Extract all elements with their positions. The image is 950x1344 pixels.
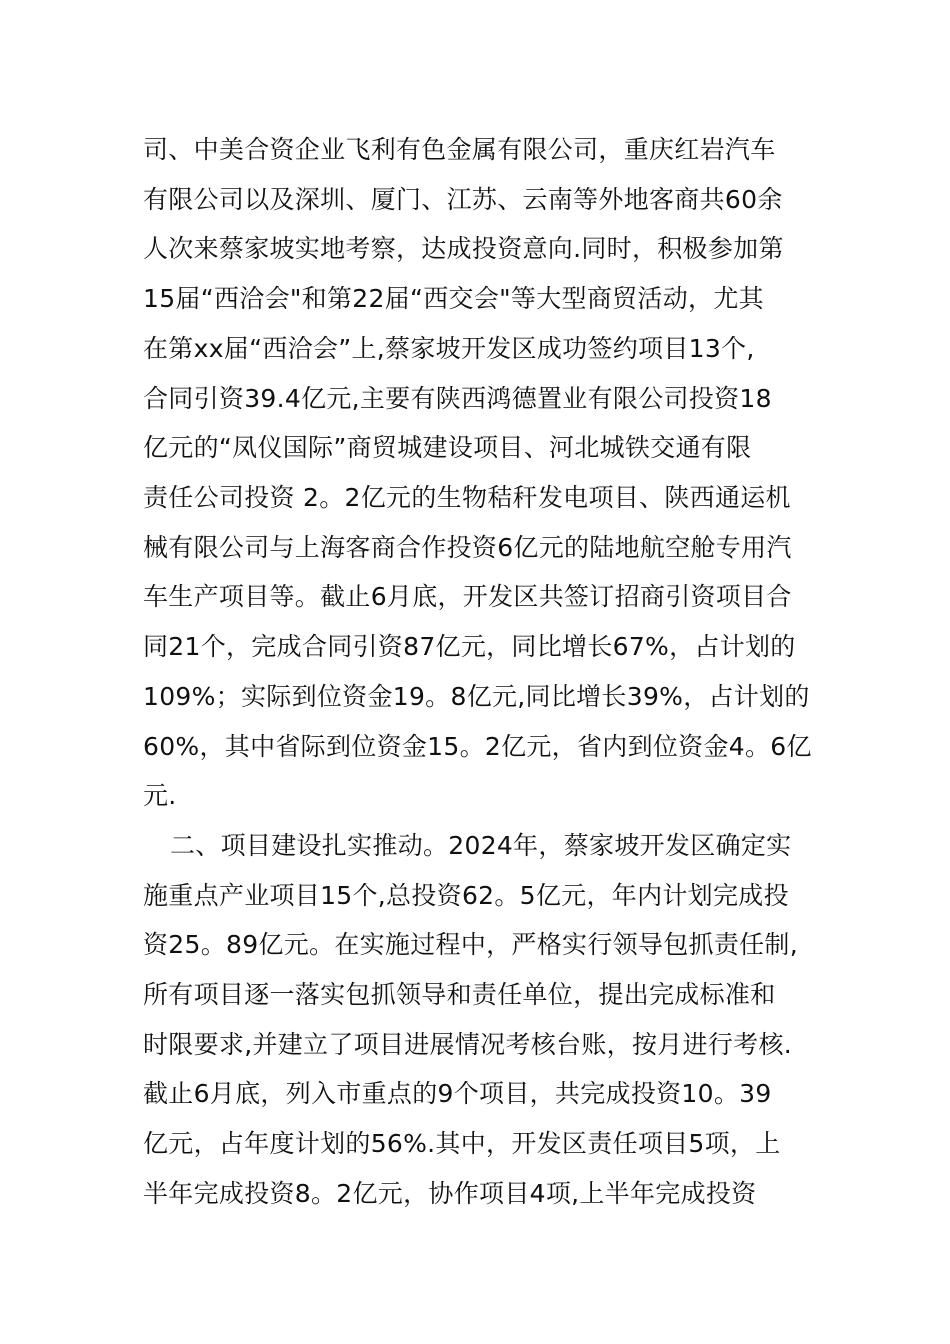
text-line: 有限公司以及深圳、厦门、江苏、云南等外地客商共60余 — [143, 185, 783, 214]
text-line: 15届“西洽会"和第22届“西交会"等大型商贸活动，尤其 — [143, 284, 764, 313]
text-line: 时限要求,并建立了项目进展情况考核台账，按月进行考核. — [143, 1030, 792, 1059]
text-line: 同21个，完成合同引资87亿元，同比增长67%，占计划的 — [143, 632, 796, 661]
text-line: 械有限公司与上海客商合作投资6亿元的陆地航空舱专用汽 — [143, 533, 792, 562]
text-line: 车生产项目等。截止6月底，开发区共签订招商引资项目合 — [143, 582, 792, 611]
text-line: 亿元的“凤仪国际”商贸城建设项目、河北城铁交通有限 — [143, 433, 752, 462]
text-line: 司、中美合资企业飞利有色金属有限公司，重庆红岩汽车 — [143, 135, 776, 164]
text-line: 施重点产业项目15个,总投资62。5亿元，年内计划完成投 — [143, 881, 789, 910]
paragraph-first-line: 二、项目建设扎实推动。2024年，蔡家坡开发区确定实 — [170, 831, 792, 860]
text-line: 在第xx届“西洽会”上,蔡家坡开发区成功签约项目13个, — [143, 334, 755, 363]
text-line: 截止6月底，列入市重点的9个项目，共完成投资10。39 — [143, 1079, 772, 1108]
text-line: 责任公司投资 2。2亿元的生物秸秆发电项目、陕西通运机 — [143, 483, 791, 512]
text-line: 人次来蔡家坡实地考察，达成投资意向.同时，积极参加第 — [143, 234, 784, 263]
text-line: 亿元，占年度计划的56%.其中，开发区责任项目5项，上 — [143, 1129, 781, 1158]
text-line: 所有项目逐一落实包抓领导和责任单位，提出完成标准和 — [143, 980, 776, 1009]
text-line: 合同引资39.4亿元,主要有陕西鸿德置业有限公司投资18 — [143, 384, 772, 413]
text-line: 半年完成投资8。2亿元，协作项目4项,上半年完成投资 — [143, 1179, 757, 1208]
text-line: 资25。89亿元。在实施过程中，严格实行领导包抓责任制, — [143, 930, 798, 959]
text-line: 109%；实际到位资金19。8亿元,同比增长39%，占计划的 — [143, 682, 810, 711]
text-line: 元. — [143, 781, 177, 810]
text-line: 60%，其中省际到位资金15。2亿元，省内到位资金4。6亿 — [143, 732, 812, 761]
